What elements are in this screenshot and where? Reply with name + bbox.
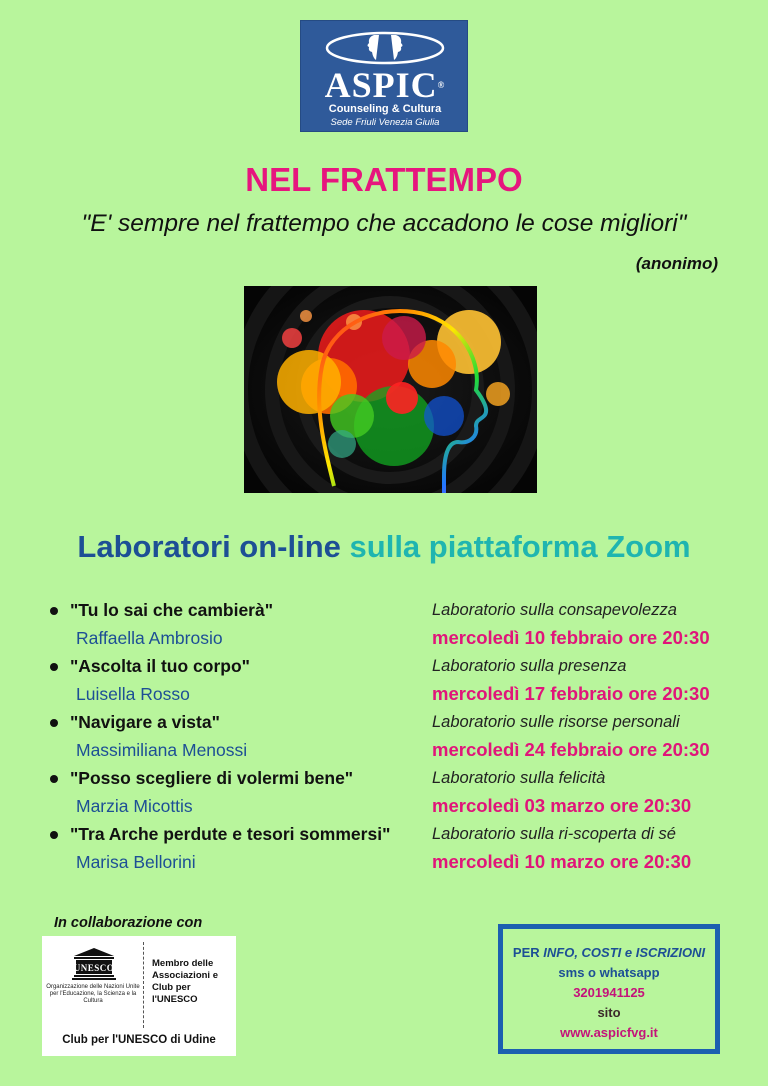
- workshop-title: "Navigare a vista": [70, 712, 220, 732]
- workshop-item: [0, 598, 768, 654]
- unesco-member-text: Membro delle Associazioni e Club per l'UNESCO: [152, 958, 218, 1005]
- bullet-icon: [50, 663, 58, 671]
- workshop-title: "Posso scegliere di volermi bene": [70, 768, 354, 788]
- workshop-item: [0, 766, 768, 822]
- logo-seat: Sede Friuli Venezia Giulia: [330, 117, 440, 128]
- phone-number[interactable]: 3201941125: [573, 985, 645, 1000]
- workshop-leader: Marisa Bellorini: [76, 852, 196, 872]
- quote-author: (anonimo): [635, 254, 718, 273]
- bullet-icon: [50, 775, 58, 783]
- workshop-item: [0, 654, 768, 710]
- workshop-lab: Laboratorio sulla presenza: [432, 657, 627, 675]
- workshop-date: mercoledì 24 febbraio ore 20:30: [432, 739, 710, 760]
- unesco-club-name: Club per l'UNESCO di Udine: [62, 1034, 216, 1046]
- workshop-date: mercoledì 17 febbraio ore 20:30: [432, 683, 710, 704]
- divider: [143, 942, 144, 1028]
- bullet-icon: [50, 607, 58, 615]
- unesco-org-text: Organizzazione delle Nazioni Unite per l'Educazione, la Scienza e la Cultura: [46, 984, 140, 1004]
- page-title: NEL FRATTEMPO: [245, 161, 523, 198]
- svg-text:UNESCO: UNESCO: [73, 963, 115, 973]
- workshop-leader: Marzia Micottis: [76, 796, 193, 816]
- workshop-item: [0, 822, 768, 878]
- workshop-lab: Laboratorio sulle risorse personali: [432, 713, 680, 731]
- section-heading: [0, 526, 768, 568]
- info-box: [498, 924, 720, 1054]
- workshop-item: [0, 710, 768, 766]
- info-heading: PER INFO, COSTI e ISCRIZIONI: [512, 945, 706, 960]
- heading-part1: Laboratori on-line: [77, 529, 341, 564]
- workshop-lab: Laboratorio sulla consapevolezza: [432, 601, 677, 619]
- bullet-icon: [50, 831, 58, 839]
- bullet-icon: [50, 719, 58, 727]
- workshop-title: "Tu lo sai che cambierà": [70, 600, 274, 620]
- unesco-temple-emblem: [70, 946, 118, 982]
- two-faces-profile-icon: [301, 27, 469, 67]
- workshop-leader: Raffaella Ambrosio: [76, 628, 223, 648]
- website-link[interactable]: www.aspicfvg.it: [560, 1025, 658, 1040]
- aspic-logo: [300, 20, 468, 132]
- workshop-title: "Tra Arche perdute e tesori sommersi": [70, 824, 391, 844]
- contact-label: sms o whatsapp: [558, 965, 660, 980]
- unesco-logo: [42, 936, 236, 1056]
- workshop-date: mercoledì 10 febbraio ore 20:30: [432, 627, 710, 648]
- colorful-head-silhouette-with-bokeh-circles: [244, 286, 537, 493]
- workshop-date: mercoledì 10 marzo ore 20:30: [432, 851, 692, 872]
- heading-part2: sulla piattaforma Zoom: [349, 529, 691, 564]
- workshop-lab: Laboratorio sulla ri-scoperta di sé: [432, 825, 676, 843]
- hero-image: [244, 286, 537, 493]
- workshop-leader: Luisella Rosso: [76, 684, 190, 704]
- workshop-title: "Ascolta il tuo corpo": [70, 656, 250, 676]
- logo-name: ASPIC®: [324, 65, 446, 105]
- workshop-list: [0, 598, 768, 878]
- logo-subtitle: Counseling & Cultura: [328, 103, 442, 115]
- collaboration-label: In collaborazione con: [54, 915, 203, 931]
- workshop-date: mercoledì 03 marzo ore 20:30: [432, 795, 692, 816]
- workshop-lab: Laboratorio sulla felicità: [432, 769, 606, 787]
- quote: "E' sempre nel frattempo che accadono le cose migliori": [81, 210, 687, 237]
- workshop-leader: Massimiliana Menossi: [76, 740, 248, 760]
- site-label: sito: [597, 1005, 621, 1020]
